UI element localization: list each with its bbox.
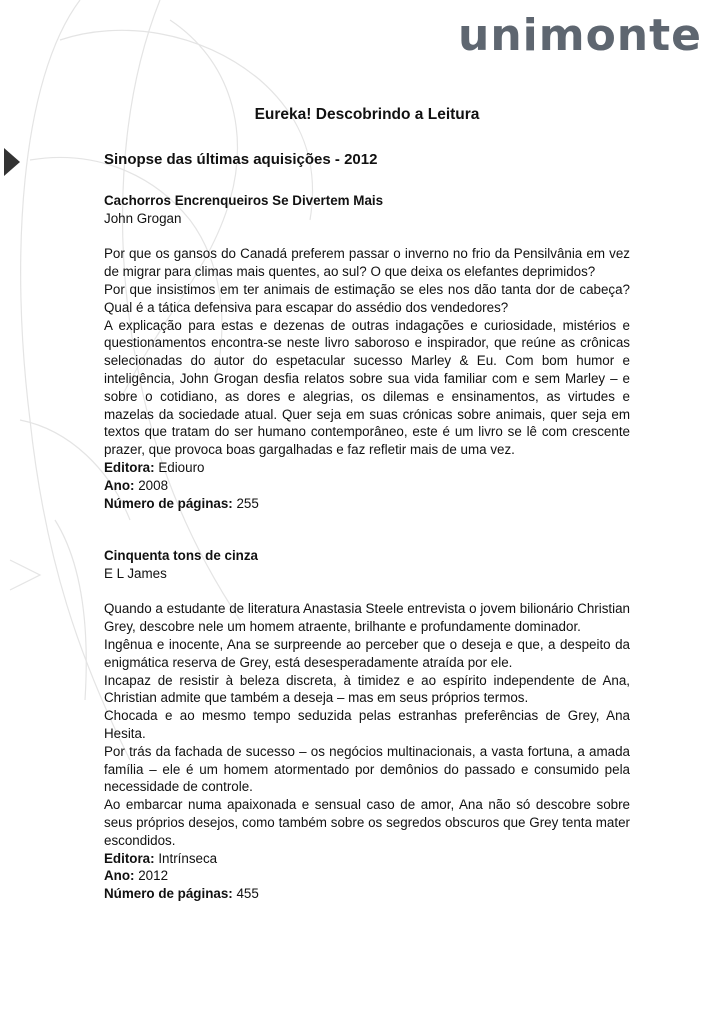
book-entry	[104, 192, 630, 512]
year-label: Ano:	[104, 868, 135, 884]
synopsis-paragraph: Por que insistimos em ter animais de estimação se eles nos dão tanta dor de cabeça? Qual é a tática defensiva para escapar do assédio dos vendedores?	[104, 281, 630, 315]
synopsis-paragraph: A explicação para estas e dezenas de outras indagações e curiosidade, mistérios e questionamentos encontra-se neste livro saboroso e inspirador, que reúne as crônicas selecionadas do autor do espetacular sucesso Marley & Eu. Com bom humor e inteligência, John Grogan desfia relatos sobre sua vida familiar com e sem Marley – e sobre o cotidiano, as dores e alegrias, os dilemas e ensinamentos, as virtudes e mazelas da sociedade atual. Quer seja em suas crónicas sobre animais, quer seja em textos que tratam do ser humano contemporâneo, este é um livro se lê com crescente prazer, que provoca boas gargalhadas e faz refletir mais de uma vez.	[104, 317, 630, 458]
synopsis-paragraph: Ingênua e inocente, Ana se surpreende ao perceber que o deseja e que, a despeito da enigmática reserva de Grey, está desesperadamente atraída por ele.	[104, 636, 630, 670]
year-line	[104, 867, 630, 885]
year-value: 2012	[138, 868, 169, 884]
publisher-value: Intrínseca	[158, 850, 218, 866]
publisher-label: Editora:	[104, 850, 155, 866]
pages-value: 255	[236, 495, 259, 511]
synopsis-paragraph: Por que os gansos do Canadá preferem passar o inverno no frio da Pensilvânia em vez de migrar para climas mais quentes, ao sul? O que deixa os elefantes deprimidos?	[104, 246, 630, 280]
pages-line	[104, 495, 630, 513]
pages-line	[104, 885, 630, 903]
document-title: Eureka! Descobrindo a Leitura	[254, 106, 480, 123]
book-author: E L James	[104, 565, 167, 581]
publisher-line	[104, 459, 630, 477]
synopsis-paragraph: Chocada e ao mesmo tempo seduzida pelas estranhas preferências de Grey, Ana Hesita.	[104, 708, 630, 741]
synopsis-paragraph: Por trás da fachada de sucesso – os negócios multinacionais, a vasta fortuna, a amada família – ele é um homem atormentado por demônios do passado e consumido pela necessidade de controle.	[104, 743, 630, 795]
pages-value: 455	[236, 886, 259, 902]
book-author: John Grogan	[104, 210, 182, 226]
book-entry	[104, 547, 630, 903]
synopsis-paragraph: Incapaz de resistir à beleza discreta, à timidez e ao espírito independente de Ana, Christian admite que também a deseja – mas em seus próprios termos.	[104, 672, 630, 706]
year-value: 2008	[138, 477, 169, 493]
pages-label: Número de páginas:	[104, 495, 233, 511]
publisher-line	[104, 850, 630, 868]
synopsis-paragraph: Ao embarcar numa apaixonada e sensual caso de amor, Ana não só descobre sobre seus próprios desejos, como também sobre os segredos obscuros que Grey tenta mater escondidos.	[104, 797, 630, 848]
publisher-label: Editora:	[104, 459, 155, 475]
year-line	[104, 477, 630, 495]
book-title: Cinquenta tons de cinza	[104, 548, 259, 563]
publisher-value: Ediouro	[158, 459, 205, 475]
unimonte-logo: unimonte	[458, 10, 703, 61]
book-synopsis	[104, 245, 630, 459]
book-title: Cachorros Encrenqueiros Se Divertem Mais	[104, 193, 384, 208]
document-subtitle: Sinopse das últimas aquisições - 2012	[104, 151, 378, 168]
year-label: Ano:	[104, 477, 135, 493]
synopsis-paragraph: Quando a estudante de literatura Anastasia Steele entrevista o jovem bilionário Christian Grey, descobre nele um homem atraente, brilhante e profundamente dominador.	[104, 601, 630, 635]
pages-label: Número de páginas:	[104, 886, 233, 902]
book-synopsis	[104, 600, 630, 849]
